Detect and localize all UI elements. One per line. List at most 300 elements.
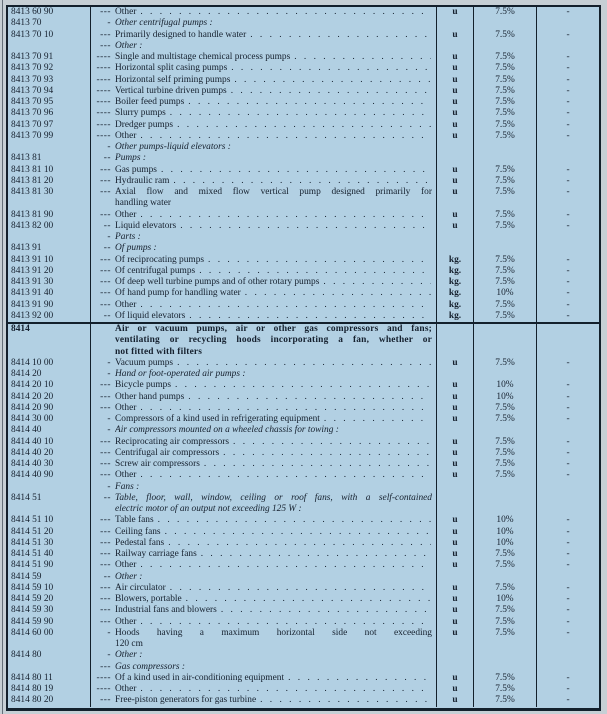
unit-cell: u (437, 131, 474, 142)
leader-dots (136, 684, 431, 695)
description-text (115, 75, 432, 86)
description-text (115, 165, 432, 176)
table-row (8, 277, 599, 288)
indent-dashes: --- (100, 391, 111, 402)
unit-cell (437, 425, 474, 436)
preferential-rate-cell: - (566, 97, 570, 107)
description-line: Other (115, 470, 137, 481)
description-text (115, 41, 432, 52)
description-text (115, 695, 432, 706)
table-row (8, 673, 599, 684)
preferential-rate-cell (537, 493, 599, 516)
preferential-rate-cell: - (566, 447, 570, 458)
indent-dashes: --- (100, 549, 111, 560)
description-line: Air or vacuum pumps, air or other gas compressors and fans; (115, 324, 432, 335)
row-description (91, 300, 437, 311)
description-text (115, 300, 432, 311)
unit-cell (437, 369, 474, 380)
preferential-rate-cell: - (566, 209, 570, 220)
description-line: handling water (115, 198, 171, 209)
preferential-rate-cell (537, 232, 599, 243)
unit-cell: u (437, 75, 474, 86)
leader-dots (246, 30, 431, 41)
preferential-rate-cell (537, 572, 599, 583)
description-line: Compressors of a kind used in refrigerating equipment (115, 414, 320, 425)
hs-code: 8413 91 20 (8, 266, 91, 277)
row-description (91, 243, 437, 254)
hs-code: 8413 91 30 (8, 277, 91, 288)
unit-cell: u (437, 52, 474, 63)
description-line: Other (115, 209, 137, 220)
row-description (91, 277, 437, 288)
duty-rate-cell (474, 232, 537, 243)
preferential-rate-cell: - (566, 616, 570, 627)
hs-code (8, 662, 91, 673)
row-description (91, 583, 437, 594)
table-row (8, 538, 599, 549)
description-line: Vertical turbine driven pumps (115, 85, 227, 96)
description-text (115, 628, 432, 651)
indent-dashes: ---- (96, 74, 111, 85)
description-text (115, 617, 432, 628)
description-text (115, 97, 432, 108)
table-row (8, 515, 599, 526)
duty-rate-cell (474, 324, 537, 358)
hs-code: 8414 51 (8, 493, 91, 516)
table-row (8, 594, 599, 605)
indent-dashes: --- (100, 209, 111, 220)
table-row (8, 414, 599, 425)
table-row (8, 243, 599, 254)
table-row (8, 187, 599, 210)
row-description (91, 425, 437, 436)
preferential-rate-cell: - (566, 187, 570, 197)
row-description (91, 403, 437, 414)
hs-code: 8414 80 19 (8, 684, 91, 695)
leader-dots (184, 392, 431, 403)
indent-dashes: --- (100, 470, 111, 481)
description-text (115, 142, 432, 153)
unit-cell: u (437, 108, 474, 119)
indent-dashes: --- (100, 436, 111, 447)
duty-rate-cell: 7.5% (474, 628, 537, 651)
leader-dots (136, 131, 431, 142)
unit-cell: u (437, 459, 474, 470)
indent-dashes: - (107, 142, 111, 152)
leader-dots (182, 594, 431, 605)
row-description (91, 142, 437, 153)
table-row (8, 131, 599, 142)
preferential-rate-cell: - (566, 594, 570, 605)
indent-dashes: - (107, 414, 111, 425)
duty-rate-cell: 7.5% (474, 210, 537, 221)
row-description (91, 470, 437, 481)
preferential-rate-cell (537, 662, 599, 673)
leader-dots (173, 358, 431, 369)
row-description (91, 560, 437, 571)
row-description (91, 232, 437, 243)
duty-rate-cell: 7.5% (474, 549, 537, 560)
indent-dashes: ---- (96, 97, 111, 107)
duty-rate-cell (474, 369, 537, 380)
unit-cell: kg. (437, 311, 474, 322)
description-line: Ceiling fans (115, 526, 161, 537)
hs-code: 8413 91 10 (8, 255, 91, 266)
leader-dots (197, 549, 431, 560)
duty-rate-cell: 7.5% (474, 63, 537, 74)
description-line: Horizontal split casing pumps (115, 63, 228, 74)
unit-cell: u (437, 176, 474, 187)
hs-code: 8413 81 90 (8, 210, 91, 221)
hs-code: 8413 70 93 (8, 75, 91, 86)
table-row (8, 108, 599, 119)
leader-dots (173, 120, 431, 131)
indent-dashes: - (107, 369, 111, 380)
description-line: Of reciprocating pumps (115, 254, 205, 265)
row-description (91, 288, 437, 299)
unit-cell (437, 482, 474, 493)
preferential-rate-cell (537, 153, 599, 164)
table-row (8, 266, 599, 277)
description-line: Other pumps-liquid elevators : (115, 142, 231, 152)
description-line: Boiler feed pumps (115, 97, 185, 107)
row-description (91, 695, 437, 706)
duty-rate-cell: 10% (474, 380, 537, 391)
unit-cell: u (437, 86, 474, 97)
description-line: Gas compressors : (115, 661, 185, 672)
description-text (115, 583, 432, 594)
table-row (8, 311, 599, 322)
preferential-rate-cell: - (566, 582, 570, 593)
unit-cell: kg. (437, 300, 474, 311)
indent-dashes: --- (100, 29, 111, 40)
indent-dashes: --- (100, 515, 111, 526)
duty-rate-cell: 10% (474, 527, 537, 538)
hs-code: 8414 80 (8, 650, 91, 661)
indent-dashes: --- (100, 164, 111, 175)
preferential-rate-cell: - (566, 254, 570, 265)
unit-cell (437, 232, 474, 243)
description-text (115, 7, 432, 18)
description-text (115, 605, 432, 616)
duty-rate-cell: 7.5% (474, 131, 537, 142)
leader-dots (290, 52, 431, 63)
description-line: Hoods having a maximum horizontal side not exceeding (115, 627, 432, 638)
description-line: Primarily designed to handle water (115, 29, 247, 40)
row-description (91, 120, 437, 131)
duty-rate-cell (474, 153, 537, 164)
unit-cell: u (437, 527, 474, 538)
table-row (8, 470, 599, 481)
duty-rate-cell: 10% (474, 392, 537, 403)
unit-cell: u (437, 695, 474, 706)
duty-rate-cell: 7.5% (474, 97, 537, 108)
table-row (8, 605, 599, 616)
description-text (115, 369, 432, 380)
row-description (91, 86, 437, 97)
duty-rate-cell (474, 650, 537, 661)
table-row (8, 617, 599, 628)
table-row (8, 221, 599, 232)
table-row (8, 300, 599, 311)
unit-cell: kg. (437, 266, 474, 277)
description-line: Other (115, 7, 137, 17)
unit-cell: u (437, 221, 474, 232)
description-text (115, 108, 432, 119)
preferential-rate-cell: - (566, 672, 570, 683)
unit-cell (437, 243, 474, 254)
description-text (115, 63, 432, 74)
row-description (91, 7, 437, 18)
unit-cell: u (437, 7, 474, 18)
hs-code: 8413 70 97 (8, 120, 91, 131)
row-description (91, 324, 437, 358)
duty-rate-cell: 7.5% (474, 7, 537, 18)
indent-dashes: --- (100, 537, 111, 548)
duty-rate-cell: 7.5% (474, 52, 537, 63)
description-text (115, 176, 432, 187)
table-row (8, 392, 599, 403)
description-line: ventilating or recycling hoods incorporating a fan, whether or (115, 335, 432, 346)
row-description (91, 437, 437, 448)
table-row (8, 459, 599, 470)
row-description (91, 153, 437, 164)
table-row (8, 403, 599, 414)
preferential-rate-cell (537, 369, 599, 380)
duty-rate-cell: 7.5% (474, 695, 537, 706)
preferential-rate-cell: - (566, 288, 570, 299)
unit-cell: u (437, 437, 474, 448)
indent-dashes: -- (103, 310, 111, 321)
description-text (115, 255, 432, 266)
description-line: Other : (115, 40, 143, 51)
unit-cell: u (437, 165, 474, 176)
unit-cell: u (437, 515, 474, 526)
preferential-rate-cell: - (566, 220, 570, 231)
unit-cell (437, 662, 474, 673)
leader-dots (185, 311, 431, 322)
leader-dots (230, 75, 431, 86)
indent-dashes: --- (100, 605, 111, 616)
row-description (91, 165, 437, 176)
row-description (91, 380, 437, 391)
description-text (115, 425, 432, 436)
description-line: Air circulator (115, 582, 166, 593)
table-row (8, 165, 599, 176)
description-text (115, 30, 432, 41)
preferential-rate-cell: - (566, 470, 570, 481)
unit-cell: u (437, 594, 474, 605)
indent-dashes: -- (103, 492, 111, 503)
hs-code: 8414 51 20 (8, 527, 91, 538)
hs-code: 8413 70 94 (8, 86, 91, 97)
description-text (115, 572, 432, 583)
hs-code: 8414 59 10 (8, 583, 91, 594)
indent-dashes: --- (100, 288, 111, 299)
duty-rate-cell: 7.5% (474, 560, 537, 571)
duty-rate-cell: 10% (474, 288, 537, 299)
table-row (8, 176, 599, 187)
description-line: Industrial fans and blowers (115, 605, 217, 616)
indent-dashes: --- (100, 526, 111, 537)
preferential-rate-cell: - (566, 605, 570, 616)
table-row (8, 210, 599, 221)
description-line: Table fans (115, 515, 154, 526)
description-line: Parts : (115, 232, 141, 243)
duty-rate-cell: 7.5% (474, 187, 537, 210)
table-row (8, 30, 599, 41)
table-row (8, 650, 599, 661)
hs-code: 8414 59 (8, 572, 91, 583)
table-row (8, 232, 599, 243)
description-line: electric motor of an output not exceeding 125 W : (115, 504, 302, 515)
description-text (115, 311, 432, 322)
leader-dots (184, 97, 431, 108)
duty-rate-cell: 7.5% (474, 255, 537, 266)
row-description (91, 221, 437, 232)
table-row (8, 662, 599, 673)
unit-cell: u (437, 628, 474, 651)
hs-code: 8414 40 90 (8, 470, 91, 481)
table-row (8, 86, 599, 97)
duty-rate-cell: 7.5% (474, 605, 537, 616)
hs-code: 8413 70 96 (8, 108, 91, 119)
leader-dots (241, 288, 431, 299)
table-row (8, 425, 599, 436)
table-row (8, 52, 599, 63)
description-text (115, 515, 432, 526)
description-text (115, 153, 432, 164)
table-row (8, 7, 599, 18)
description-line: Other (115, 560, 137, 571)
preferential-rate-cell: - (566, 515, 570, 526)
description-line: Screw air compressors (115, 459, 200, 470)
hs-code (8, 41, 91, 52)
indent-dashes: --- (100, 695, 111, 706)
indent-dashes: ---- (96, 63, 111, 74)
leader-dots (136, 560, 431, 571)
description-line: not fitted with filters (115, 346, 203, 357)
duty-rate-cell: 7.5% (474, 459, 537, 470)
duty-rate-cell: 7.5% (474, 414, 537, 425)
unit-cell: u (437, 448, 474, 459)
preferential-rate-cell (537, 482, 599, 493)
indent-dashes: --- (100, 594, 111, 605)
unit-cell: u (437, 673, 474, 684)
indent-dashes: --- (100, 277, 111, 288)
table-row (8, 322, 599, 358)
preferential-rate-cell (537, 243, 599, 254)
description-text (115, 673, 432, 684)
unit-cell (437, 18, 474, 29)
preferential-rate-cell: - (566, 560, 570, 571)
table-row (8, 684, 599, 695)
duty-rate-cell: 7.5% (474, 300, 537, 311)
leader-dots (166, 108, 431, 119)
row-description (91, 594, 437, 605)
description-text (115, 210, 432, 221)
preferential-rate-cell: - (566, 436, 570, 447)
description-text (115, 187, 432, 210)
description-text (115, 594, 432, 605)
duty-rate-cell: 7.5% (474, 86, 537, 97)
indent-dashes: --- (100, 7, 111, 17)
hs-code: 8413 91 (8, 243, 91, 254)
table-row (8, 628, 599, 651)
leader-dots (320, 414, 431, 425)
row-description (91, 266, 437, 277)
unit-cell: u (437, 414, 474, 425)
description-text (115, 120, 432, 131)
description-line: Dredger pumps (115, 119, 174, 130)
hs-code: 8414 40 20 (8, 448, 91, 459)
row-description (91, 662, 437, 673)
duty-rate-cell: 7.5% (474, 358, 537, 369)
preferential-rate-cell (537, 324, 599, 358)
unit-cell: u (437, 684, 474, 695)
indent-dashes: ---- (96, 672, 111, 683)
preferential-rate-cell (537, 650, 599, 661)
description-line: Of a kind used in air-conditioning equipment (115, 672, 285, 683)
description-text (115, 527, 432, 538)
description-text (115, 403, 432, 414)
row-description (91, 448, 437, 459)
indent-dashes: -- (103, 153, 111, 164)
description-text (115, 380, 432, 391)
hs-code: 8414 20 10 (8, 380, 91, 391)
description-text (115, 650, 432, 661)
duty-rate-cell: 7.5% (474, 277, 537, 288)
preferential-rate-cell: - (566, 357, 570, 368)
duty-rate-cell: 7.5% (474, 75, 537, 86)
leader-dots (154, 515, 431, 526)
leader-dots (164, 538, 431, 549)
preferential-rate-cell: - (566, 52, 570, 62)
hs-code: 8414 51 90 (8, 560, 91, 571)
row-description (91, 538, 437, 549)
leader-dots (229, 437, 431, 448)
description-line: Other : (115, 650, 143, 661)
hs-code: 8413 82 00 (8, 221, 91, 232)
row-description (91, 673, 437, 684)
description-line: Reciprocating air compressors (115, 436, 230, 447)
hs-code: 8413 91 40 (8, 288, 91, 299)
row-description (91, 52, 437, 63)
indent-dashes: ---- (96, 108, 111, 119)
page-edge-line (2, 0, 3, 714)
duty-rate-cell (474, 425, 537, 436)
description-text (115, 277, 432, 288)
leader-dots (169, 176, 431, 187)
indent-dashes: - (107, 18, 111, 29)
description-text (115, 493, 432, 516)
hs-code: 8414 59 90 (8, 617, 91, 628)
indent-dashes: - (107, 481, 111, 492)
leader-dots (204, 255, 431, 266)
description-line: Blowers, portable (115, 594, 182, 605)
row-description (91, 75, 437, 86)
unit-cell: u (437, 97, 474, 108)
hs-code (8, 142, 91, 153)
row-description (91, 97, 437, 108)
hs-code: 8414 30 00 (8, 414, 91, 425)
preferential-rate-cell (537, 425, 599, 436)
description-line: 120 cm (115, 639, 143, 650)
indent-dashes: - (107, 425, 111, 436)
unit-cell: u (437, 380, 474, 391)
leader-dots (195, 266, 431, 277)
hs-code: 8413 81 20 (8, 176, 91, 187)
